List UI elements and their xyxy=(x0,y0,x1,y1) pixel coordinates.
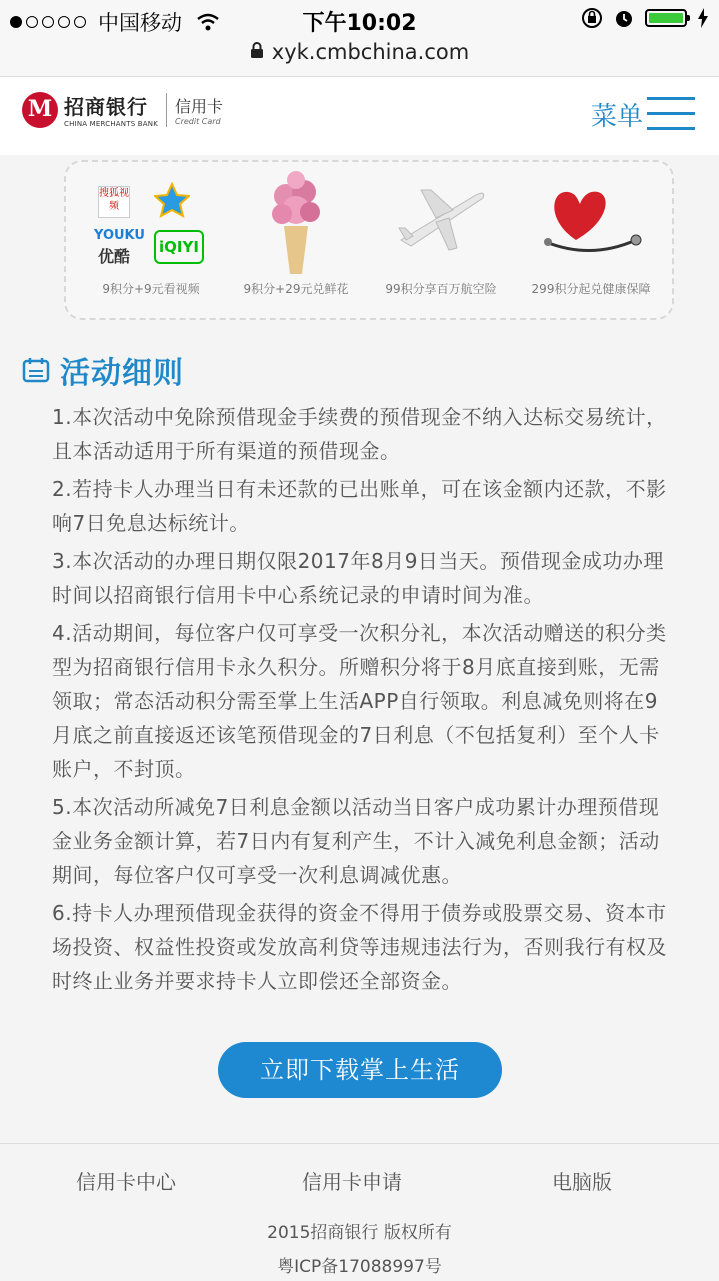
footer-link-credit-card-center[interactable]: 信用卡中心 xyxy=(76,1170,176,1194)
hamburger-menu-icon[interactable] xyxy=(647,97,695,131)
flower-bouquet-icon xyxy=(221,162,371,272)
promo-caption: 299积分起兑健康保障 xyxy=(531,282,651,296)
site-header xyxy=(0,76,719,155)
clock: 下午10:02 xyxy=(302,11,417,36)
battery-level xyxy=(649,13,683,23)
promo-item-flight[interactable] xyxy=(366,162,516,297)
promo-item-health[interactable] xyxy=(516,162,666,297)
rule-item: 3.本次活动的办理日期仅限2017年8月9日当天。预借现金成功办理时间以招商银行信用卡中心系统记录的申请时间为准。 xyxy=(52,549,664,607)
logo-divider xyxy=(166,93,167,127)
lock-icon xyxy=(250,41,264,64)
rule-item: 1.本次活动中免除预借现金手续费的预借现金不纳入达标交易统计，且本活动适用于所有渠道的预借现金。 xyxy=(52,405,667,463)
youku-logo: YOUKU xyxy=(94,228,145,243)
video-brands-icon xyxy=(76,162,226,272)
logo-card-cn: 信用卡 xyxy=(174,96,223,116)
battery-icon xyxy=(645,9,687,27)
footer-link-apply[interactable]: 信用卡申请 xyxy=(302,1170,402,1194)
section-heading xyxy=(22,348,184,392)
bank-logo[interactable] xyxy=(22,91,223,128)
alarm-icon xyxy=(613,7,635,29)
icp-text: 粤ICP备17088997号 xyxy=(277,1257,442,1277)
promo-item-video[interactable] xyxy=(76,162,226,297)
heart-stethoscope-icon xyxy=(516,162,666,272)
star-icon xyxy=(154,182,190,218)
download-app-button[interactable]: 立即下载掌上生活 xyxy=(218,1042,502,1098)
airplane-icon xyxy=(366,162,516,272)
calendar-icon xyxy=(22,357,50,383)
promo-caption: 9积分+9元看视频 xyxy=(102,282,200,296)
cmb-logo-icon xyxy=(22,92,58,128)
charging-icon xyxy=(697,8,709,28)
rule-item: 4.活动期间，每位客户仅可享受一次积分礼，本次活动赠送的积分类型为招商银行信用卡永久积分。所赠积分将于8月底直接到账，无需领取；常态活动积分需至掌上生活APP自行领取。利息减免则将在9月底之前直接返还该笔预借现金的7日利息（不包括复利）至个人卡账户，不封顶。 xyxy=(52,621,667,781)
section-title: 活动细则 xyxy=(60,356,184,391)
promo-caption: 99积分享百万航空险 xyxy=(385,282,497,296)
promo-caption: 9积分+29元兑鲜花 xyxy=(243,282,349,296)
rules-list xyxy=(52,400,677,1002)
rule-item: 2.若持卡人办理当日有未还款的已出账单，可在该金额内还款，不影响7日免息达标统计。 xyxy=(52,477,667,535)
address-bar[interactable] xyxy=(0,40,719,76)
carrier-name: 中国移动 xyxy=(98,11,182,35)
logo-en-text: CHINA MERCHANTS BANK xyxy=(64,120,158,128)
logo-cn-text: 招商银行 xyxy=(64,95,148,119)
status-bar xyxy=(0,0,719,40)
menu-label[interactable]: 菜单 xyxy=(590,102,643,132)
footer-link-desktop[interactable]: 电脑版 xyxy=(552,1170,612,1194)
promo-item-flowers[interactable] xyxy=(221,162,371,297)
youku-cn-logo: 优酷 xyxy=(98,247,131,266)
rule-item: 6.持卡人办理预借现金获得的资金不得用于债券或股票交易、资本市场投资、权益性投资或发放高利贷等违规违法行为，否则我行有权及时终止业务并要求持卡人立即偿还全部资金。 xyxy=(52,901,667,993)
promo-banner xyxy=(64,160,674,320)
iqiyi-logo: iQIYI xyxy=(154,230,204,264)
rotation-lock-icon xyxy=(581,7,603,29)
url-text: xyk.cmbchina.com xyxy=(271,40,470,64)
rule-item: 5.本次活动所减免7日利息金额以活动当日客户成功累计办理预借现金业务金额计算，若7日内有复利产生，不计入减免利息金额；活动期间，每位客户仅可享受一次利息调减优惠。 xyxy=(52,795,660,887)
logo-card-en: Credit Card xyxy=(174,116,221,126)
footer xyxy=(0,1143,719,1281)
sohu-video-logo: 搜狐视频 xyxy=(98,186,130,218)
copyright-text: 2015招商银行 版权所有 xyxy=(267,1223,452,1243)
